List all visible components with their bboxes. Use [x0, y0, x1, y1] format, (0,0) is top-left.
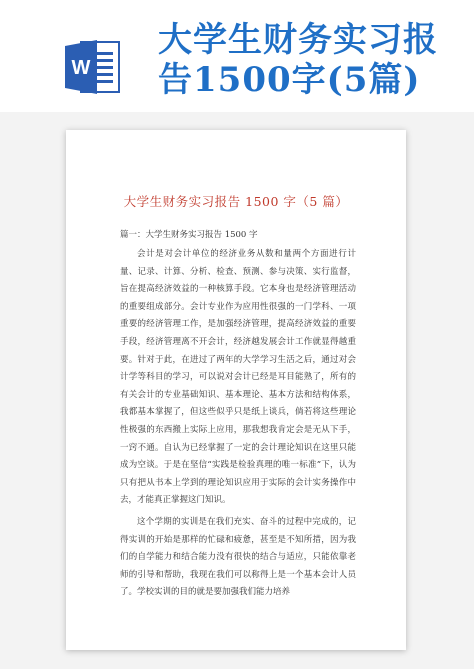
document-subtitle: 篇一：大学生财务实习报告 1500 字	[120, 230, 258, 240]
banner-title: 大学生财务实习报告1500字(5篇)	[158, 20, 438, 100]
body-paragraph: 这个学期的实训是在我们充实、奋斗的过程中完成的，记得实训的开始是那样的忙碌和疲惫，甚至是不知所措，因为我们的自学能力和结合能力没有很快的结合与适应，只能依靠老师的引导和帮助，我现在我们可以称得上是一个基本会计人员了。学校实训的目的就是要加强我们能力培养	[120, 516, 356, 598]
word-document-icon	[63, 36, 123, 98]
body-paragraph: 会计是对会计单位的经济业务从数和量两个方面进行计量、记录、计算、分析、检查、预测、参与决策、实行监督，旨在提高经济效益的一种核算手段。它本身也是经济管理活动的重要组成部分。会计专业作为应用性很强的一门学科、一项重要的经济管理工作，是加强经济管理，提高经济效益的重要手段，经济管理离不开会计，经济越发展会计工作就显得越重要。针对于此，在进过了两年的大学学习生活之后，通过对会计学等科目的学习，可以说对会计已经是耳目能熟了，所有的有关会计的专业基础知识、基本理论、基本方法和结构体系，我都基本掌握了，但这些似乎只是纸上谈兵，倘若将这些理论性极强的东西搬上实际上应用，那我想我肯定会是无从下手，一窍不通。自认为已经掌握了一定的会计理论知识在这里只能成为空谈。于是在坚信“实践是检验真理的唯一标准”下，认为只有把从书本上学到的理论知识应用于实际的会计实务操作中去，才能真正掌握这门知识。	[120, 249, 356, 506]
document-title: 大学生财务实习报告 1500 字（5 篇）	[123, 194, 349, 209]
header-banner	[0, 0, 474, 112]
document-body	[120, 246, 356, 602]
svg-text:W: W	[71, 57, 91, 79]
document-page	[66, 130, 406, 650]
